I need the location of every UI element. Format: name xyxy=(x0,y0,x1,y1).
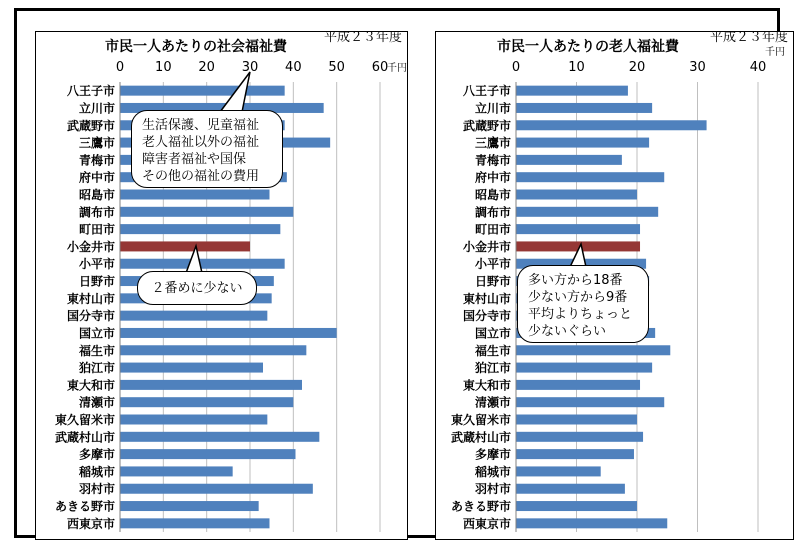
bar-町田市 xyxy=(120,224,280,234)
bar-福生市 xyxy=(516,345,670,355)
bar-武蔵野市 xyxy=(516,120,707,130)
x-tick-label: 30 xyxy=(241,60,259,75)
bar-国分寺市 xyxy=(120,311,267,321)
category-label: 東久留米市 xyxy=(54,413,115,427)
callout-line: 老人福祉以外の福祉 xyxy=(142,135,260,150)
category-label: 府中市 xyxy=(474,170,511,185)
bar-東久留米市 xyxy=(516,415,637,425)
bar-清瀬市 xyxy=(120,397,293,407)
bar-稲城市 xyxy=(120,466,233,476)
bar-小金井市 xyxy=(120,241,250,251)
category-label: 立川市 xyxy=(78,101,115,116)
bar-八王子市 xyxy=(516,86,628,96)
bar-東大和市 xyxy=(120,380,302,390)
bar-羽村市 xyxy=(516,484,625,494)
category-label: 武蔵野市 xyxy=(462,118,511,133)
category-label: 昭島市 xyxy=(474,188,511,202)
category-label: 町田市 xyxy=(474,222,511,237)
bar-清瀬市 xyxy=(516,397,664,407)
bar-福生市 xyxy=(120,345,306,355)
category-label: 小平市 xyxy=(78,257,115,272)
social-welfare-chart-panel xyxy=(35,31,408,540)
x-tick-label: 60 xyxy=(371,60,389,75)
bar-多摩市 xyxy=(516,449,634,459)
x-tick-label: 0 xyxy=(115,60,125,75)
category-label: 西東京市 xyxy=(66,516,115,531)
category-label: 青梅市 xyxy=(78,153,115,168)
category-label: 西東京市 xyxy=(462,516,511,531)
year-note: 平成２３年度 xyxy=(709,32,788,45)
category-label: 狛江市 xyxy=(474,361,511,376)
category-label: 府中市 xyxy=(78,170,115,185)
bar-あきる野市 xyxy=(516,501,637,511)
category-label: 羽村市 xyxy=(474,482,511,497)
bar-昭島市 xyxy=(120,190,270,200)
bar-狛江市 xyxy=(516,363,652,373)
category-label: 三鷹市 xyxy=(474,136,511,151)
category-label: 八王子市 xyxy=(462,84,511,99)
x-tick-label: 30 xyxy=(689,60,706,75)
bar-府中市 xyxy=(516,172,664,182)
bar-狛江市 xyxy=(120,363,263,373)
x-tick-label: 20 xyxy=(198,60,215,75)
bar-武蔵村山市 xyxy=(516,432,643,442)
bar-多摩市 xyxy=(120,449,296,459)
x-tick-label: 0 xyxy=(511,60,521,75)
chart-title: 市民一人あたりの老人福祉費 xyxy=(497,39,679,55)
callout-second-lowest xyxy=(137,271,257,305)
category-label: 国立市 xyxy=(78,326,115,341)
category-label: 町田市 xyxy=(78,222,115,237)
x-tick-label: 40 xyxy=(749,60,767,75)
bar-町田市 xyxy=(516,224,640,234)
figure-frame xyxy=(14,8,788,538)
category-label: 稲城市 xyxy=(78,464,115,479)
category-label: 青梅市 xyxy=(474,153,511,168)
bar-調布市 xyxy=(516,207,658,217)
callout-line: ２番めに少ない xyxy=(151,281,243,296)
category-label: 小金井市 xyxy=(462,239,511,254)
unit-label: 千円 xyxy=(765,47,785,58)
callout-line: 生活保護、児童福祉 xyxy=(142,118,260,133)
x-tick-label: 10 xyxy=(155,60,172,75)
bar-東久留米市 xyxy=(120,415,267,425)
year-note: 平成２３年度 xyxy=(323,32,402,45)
unit-label: 千円 xyxy=(387,63,407,74)
callout-line: 多い方から18番 xyxy=(528,273,623,288)
category-label: 国分寺市 xyxy=(66,309,115,324)
bar-稲城市 xyxy=(516,466,601,476)
category-label: 小金井市 xyxy=(66,239,115,254)
category-label: 三鷹市 xyxy=(78,136,115,151)
callout-ranking-note xyxy=(517,265,649,343)
category-label: あきる野市 xyxy=(450,499,511,514)
category-label: 狛江市 xyxy=(78,361,115,376)
category-label: 武蔵野市 xyxy=(66,118,115,133)
callout-line: 平均よりちょっと xyxy=(528,307,633,322)
callout-line: 少ない方から9番 xyxy=(528,290,628,305)
category-label: 福生市 xyxy=(474,343,511,358)
bar-昭島市 xyxy=(516,190,637,200)
category-label: 東大和市 xyxy=(66,378,115,393)
callout-line: 少ないぐらい xyxy=(528,324,607,339)
category-label: 国分寺市 xyxy=(462,309,511,324)
category-label: 清瀬市 xyxy=(78,395,115,410)
bar-東大和市 xyxy=(516,380,640,390)
category-label: 東大和市 xyxy=(462,378,511,393)
category-label: 立川市 xyxy=(474,101,511,116)
category-label: 清瀬市 xyxy=(474,395,511,410)
category-label: 日野市 xyxy=(474,274,511,289)
chart-title: 市民一人あたりの社会福祉費 xyxy=(105,39,287,55)
category-label: 昭島市 xyxy=(78,188,115,202)
bar-西東京市 xyxy=(516,518,667,528)
callout-line: 障害者福祉や国保 xyxy=(142,152,247,167)
category-label: 東村山市 xyxy=(462,291,511,306)
category-label: 東久留米市 xyxy=(450,413,511,427)
category-label: 多摩市 xyxy=(474,447,511,462)
bar-羽村市 xyxy=(120,484,313,494)
x-tick-label: 20 xyxy=(628,60,646,75)
category-label: 福生市 xyxy=(78,343,115,358)
category-label: 日野市 xyxy=(78,274,115,289)
bar-三鷹市 xyxy=(516,138,649,148)
bar-武蔵村山市 xyxy=(120,432,319,442)
category-label: 稲城市 xyxy=(474,464,511,479)
bar-あきる野市 xyxy=(120,501,259,511)
bar-青梅市 xyxy=(516,155,622,165)
category-label: あきる野市 xyxy=(54,499,115,514)
x-tick-label: 10 xyxy=(568,60,585,75)
x-tick-label: 50 xyxy=(328,60,345,75)
category-label: 多摩市 xyxy=(78,447,115,462)
category-label: 調布市 xyxy=(78,205,115,220)
category-label: 武蔵村山市 xyxy=(54,430,115,445)
bar-立川市 xyxy=(516,103,652,113)
category-label: 国立市 xyxy=(474,326,511,341)
category-label: 東村山市 xyxy=(66,291,115,306)
x-tick-label: 40 xyxy=(285,60,302,75)
category-label: 八王子市 xyxy=(66,84,115,99)
category-label: 羽村市 xyxy=(78,482,115,497)
category-label: 武蔵村山市 xyxy=(450,430,511,445)
elderly-welfare-chart-panel xyxy=(435,31,794,540)
callout-line: その他の福祉の費用 xyxy=(142,169,260,184)
category-label: 調布市 xyxy=(474,205,511,220)
bar-小平市 xyxy=(120,259,285,269)
bar-八王子市 xyxy=(120,86,285,96)
bar-西東京市 xyxy=(120,518,270,528)
callout-welfare-scope xyxy=(131,110,283,188)
bar-調布市 xyxy=(120,207,293,217)
category-label: 小平市 xyxy=(474,257,511,272)
bar-国立市 xyxy=(120,328,337,338)
